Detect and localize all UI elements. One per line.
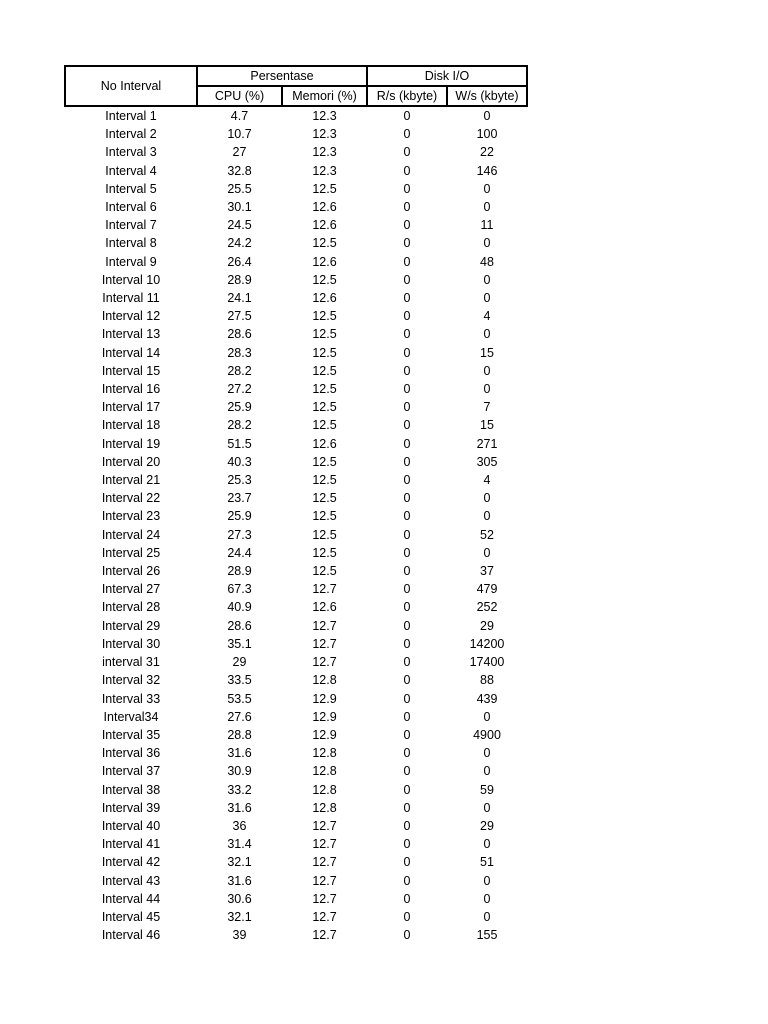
table-row — [65, 726, 527, 744]
interval-cell: Interval 32 — [101, 673, 161, 688]
write-cell: 15 — [480, 418, 494, 433]
write-cell: 0 — [483, 200, 491, 215]
write-cell: 15 — [480, 345, 494, 360]
write-cell: 479 — [476, 582, 498, 597]
cpu-cell: 28.9 — [227, 564, 252, 579]
write-cell: 4 — [483, 309, 491, 324]
interval-cell: Interval 25 — [101, 545, 161, 560]
table-row — [65, 617, 527, 635]
interval-cell: Interval 42 — [101, 855, 161, 870]
cpu-cell: 27.6 — [227, 709, 252, 724]
interval-cell: Interval 38 — [101, 782, 161, 797]
read-cell: 0 — [403, 109, 411, 123]
read-cell: 0 — [403, 782, 411, 797]
interval-cell: Interval 28 — [101, 600, 161, 615]
read-cell: 0 — [403, 181, 411, 196]
interval-cell: Interval 1 — [105, 109, 157, 123]
table-row — [65, 489, 527, 507]
cpu-cell: 40.3 — [227, 454, 252, 469]
read-cell: 0 — [403, 618, 411, 633]
memori-cell: 12.5 — [312, 491, 337, 506]
read-cell: 0 — [403, 127, 411, 142]
write-cell: 4 — [483, 473, 491, 488]
memori-cell: 12.8 — [312, 764, 337, 779]
cpu-cell: 25.9 — [227, 400, 252, 415]
read-cell: 0 — [403, 236, 411, 251]
table-row — [65, 162, 527, 180]
memori-cell: 12.7 — [312, 855, 337, 870]
table-row — [65, 817, 527, 835]
interval-cell: Interval 6 — [105, 200, 157, 215]
read-cell: 0 — [403, 673, 411, 688]
read-cell: 0 — [403, 691, 411, 706]
memori-cell: 12.8 — [312, 800, 337, 815]
read-cell: 0 — [403, 272, 411, 287]
write-cell: 59 — [480, 782, 494, 797]
read-cell: 0 — [403, 382, 411, 397]
table-row — [65, 380, 527, 398]
memori-cell: 12.5 — [312, 272, 337, 287]
write-cell: 0 — [483, 291, 491, 306]
write-cell: 271 — [476, 436, 498, 451]
read-cell: 0 — [403, 655, 411, 670]
memori-cell: 12.7 — [312, 618, 337, 633]
table-row — [65, 271, 527, 289]
header-disk-io: Disk I/O — [367, 66, 527, 86]
interval-cell: Interval 45 — [101, 909, 161, 924]
header-write: W/s (kbyte) — [447, 86, 527, 106]
write-cell: 14200 — [469, 636, 505, 651]
write-cell: 0 — [483, 382, 491, 397]
header-cpu: CPU (%) — [197, 86, 282, 106]
memori-cell: 12.6 — [312, 291, 337, 306]
table-row — [65, 690, 527, 708]
read-cell: 0 — [403, 727, 411, 742]
table-row — [65, 435, 527, 453]
read-cell: 0 — [403, 327, 411, 342]
table-row — [65, 125, 527, 143]
interval-cell: Interval 19 — [101, 436, 161, 451]
write-cell: 0 — [483, 709, 491, 724]
table-row — [65, 835, 527, 853]
interval-cell: Interval 21 — [101, 473, 161, 488]
memori-cell: 12.5 — [312, 363, 337, 378]
read-cell: 0 — [403, 909, 411, 924]
interval-cell: Interval 10 — [101, 272, 161, 287]
interval-cell: Interval 11 — [102, 291, 160, 306]
table-row — [65, 598, 527, 616]
table-row — [65, 708, 527, 726]
cpu-cell: 24.5 — [227, 218, 252, 233]
memori-cell: 12.8 — [312, 746, 337, 761]
read-cell: 0 — [403, 800, 411, 815]
table-row — [65, 744, 527, 762]
interval-cell: Interval 14 — [101, 345, 161, 360]
cpu-cell: 30.9 — [227, 764, 252, 779]
interval-cell: Interval 23 — [101, 509, 161, 524]
interval-cell: Interval 44 — [101, 891, 161, 906]
read-cell: 0 — [403, 454, 411, 469]
header-memori: Memori (%) — [282, 86, 367, 106]
read-cell: 0 — [403, 163, 411, 178]
interval-cell: Interval34 — [103, 709, 159, 724]
table-row — [65, 398, 527, 416]
interval-cell: Interval 29 — [101, 618, 161, 633]
table-row — [65, 180, 527, 198]
read-cell: 0 — [403, 928, 411, 943]
memori-cell: 12.5 — [312, 181, 337, 196]
memori-cell: 12.7 — [312, 837, 337, 852]
memori-cell: 12.7 — [312, 818, 337, 833]
write-cell: 7 — [483, 400, 491, 415]
read-cell: 0 — [403, 600, 411, 615]
table-header — [65, 66, 527, 106]
write-cell: 22 — [480, 145, 494, 160]
cpu-cell: 31.6 — [227, 746, 252, 761]
write-cell: 0 — [483, 891, 491, 906]
interval-cell: Interval 4 — [105, 163, 157, 178]
cpu-cell: 28.9 — [227, 272, 252, 287]
cpu-cell: 30.1 — [227, 200, 252, 215]
table-row — [65, 544, 527, 562]
cpu-cell: 23.7 — [227, 491, 252, 506]
read-cell: 0 — [403, 473, 411, 488]
cpu-cell: 28.6 — [227, 327, 252, 342]
write-cell: 0 — [483, 746, 491, 761]
interval-cell: Interval 27 — [101, 582, 161, 597]
write-cell: 29 — [480, 618, 494, 633]
memori-cell: 12.5 — [312, 236, 337, 251]
interval-cell: Interval 20 — [101, 454, 161, 469]
table-row — [65, 106, 527, 125]
memori-cell: 12.5 — [312, 382, 337, 397]
table-row — [65, 526, 527, 544]
memori-cell: 12.5 — [312, 473, 337, 488]
table-row — [65, 344, 527, 362]
cpu-cell: 31.6 — [227, 873, 252, 888]
write-cell: 88 — [480, 673, 494, 688]
cpu-cell: 33.5 — [227, 673, 252, 688]
read-cell: 0 — [403, 818, 411, 833]
table-row — [65, 580, 527, 598]
table-body — [65, 106, 527, 944]
write-cell: 52 — [480, 527, 494, 542]
interval-cell: Interval 7 — [105, 218, 157, 233]
read-cell: 0 — [403, 309, 411, 324]
table-row — [65, 853, 527, 871]
read-cell: 0 — [403, 564, 411, 579]
interval-cell: Interval 24 — [101, 527, 161, 542]
interval-cell: Interval 37 — [101, 764, 161, 779]
memori-cell: 12.5 — [312, 527, 337, 542]
table-row — [65, 653, 527, 671]
table-row — [65, 926, 527, 944]
interval-cell: Interval 2 — [105, 127, 157, 142]
cpu-cell: 32.1 — [227, 855, 252, 870]
table-row — [65, 671, 527, 689]
write-cell: 37 — [480, 564, 494, 579]
interval-cell: Interval 3 — [105, 145, 157, 160]
memori-cell: 12.3 — [312, 163, 337, 178]
write-cell: 0 — [483, 327, 491, 342]
memori-cell: 12.9 — [312, 691, 337, 706]
interval-cell: Interval 9 — [105, 254, 157, 269]
cpu-cell: 53.5 — [227, 691, 252, 706]
read-cell: 0 — [403, 636, 411, 651]
table-row — [65, 890, 527, 908]
memori-cell: 12.5 — [312, 545, 337, 560]
interval-cell: Interval 5 — [105, 181, 157, 196]
interval-cell: Interval 43 — [101, 873, 161, 888]
memori-cell: 12.9 — [312, 727, 337, 742]
table-row — [65, 216, 527, 234]
memori-cell: 12.6 — [312, 200, 337, 215]
table-row — [65, 307, 527, 325]
write-cell: 0 — [483, 509, 491, 524]
cpu-cell: 4.7 — [230, 109, 249, 123]
table-row — [65, 325, 527, 343]
memori-cell: 12.5 — [312, 454, 337, 469]
cpu-cell: 25.9 — [227, 509, 252, 524]
table-row — [65, 416, 527, 434]
write-cell: 11 — [480, 218, 494, 233]
cpu-cell: 35.1 — [227, 636, 252, 651]
write-cell: 0 — [483, 272, 491, 287]
cpu-cell: 24.2 — [227, 236, 252, 251]
read-cell: 0 — [403, 509, 411, 524]
cpu-cell: 24.1 — [227, 291, 252, 306]
interval-cell: Interval 35 — [101, 727, 161, 742]
write-cell: 305 — [476, 454, 498, 469]
cpu-cell: 32.8 — [227, 163, 252, 178]
table-row — [65, 781, 527, 799]
cpu-cell: 28.3 — [227, 345, 252, 360]
interval-cell: Interval 8 — [105, 236, 157, 251]
memori-cell: 12.5 — [312, 564, 337, 579]
memori-cell: 12.3 — [312, 109, 337, 123]
table-row — [65, 198, 527, 216]
table-row — [65, 234, 527, 252]
read-cell: 0 — [403, 837, 411, 852]
table-row — [65, 872, 527, 890]
cpu-cell: 26.4 — [227, 254, 252, 269]
memori-cell: 12.9 — [312, 709, 337, 724]
header-persentase: Persentase — [197, 66, 367, 86]
table-row — [65, 453, 527, 471]
cpu-cell: 33.2 — [227, 782, 252, 797]
cpu-cell: 28.2 — [227, 363, 252, 378]
memori-cell: 12.5 — [312, 309, 337, 324]
interval-cell: Interval 30 — [101, 636, 161, 651]
table-row — [65, 908, 527, 926]
interval-cell: Interval 41 — [101, 837, 161, 852]
write-cell: 51 — [480, 855, 494, 870]
interval-cell: Interval 40 — [101, 818, 161, 833]
read-cell: 0 — [403, 891, 411, 906]
table-row — [65, 143, 527, 161]
write-cell: 155 — [476, 928, 498, 943]
cpu-cell: 51.5 — [227, 436, 252, 451]
table-row — [65, 635, 527, 653]
cpu-cell: 27.3 — [227, 527, 252, 542]
memori-cell: 12.7 — [312, 636, 337, 651]
memori-cell: 12.5 — [312, 509, 337, 524]
read-cell: 0 — [403, 400, 411, 415]
cpu-cell: 36 — [232, 818, 247, 833]
cpu-cell: 29 — [232, 655, 247, 670]
cpu-cell: 30.6 — [227, 891, 252, 906]
memori-cell: 12.5 — [312, 327, 337, 342]
memori-cell: 12.7 — [312, 655, 337, 670]
read-cell: 0 — [403, 764, 411, 779]
write-cell: 0 — [483, 236, 491, 251]
read-cell: 0 — [403, 855, 411, 870]
interval-cell: Interval 18 — [101, 418, 161, 433]
read-cell: 0 — [403, 218, 411, 233]
interval-cell: Interval 36 — [101, 746, 161, 761]
interval-cell: Interval 12 — [101, 309, 161, 324]
cpu-cell: 25.3 — [227, 473, 252, 488]
read-cell: 0 — [403, 709, 411, 724]
table-row — [65, 562, 527, 580]
cpu-cell: 28.8 — [227, 727, 252, 742]
cpu-cell: 31.6 — [227, 800, 252, 815]
read-cell: 0 — [403, 418, 411, 433]
memori-cell: 12.3 — [312, 145, 337, 160]
interval-cell: Interval 15 — [101, 363, 161, 378]
cpu-cell: 40.9 — [227, 600, 252, 615]
interval-cell: Interval 13 — [101, 327, 161, 342]
memori-cell: 12.7 — [312, 891, 337, 906]
write-cell: 17400 — [469, 655, 505, 670]
memori-cell: 12.8 — [312, 782, 337, 797]
header-row-top — [65, 66, 527, 86]
write-cell: 4900 — [473, 727, 501, 742]
read-cell: 0 — [403, 545, 411, 560]
table-row — [65, 507, 527, 525]
memori-cell: 12.7 — [312, 873, 337, 888]
write-cell: 0 — [483, 800, 491, 815]
read-cell: 0 — [403, 491, 411, 506]
table-row — [65, 471, 527, 489]
table-row — [65, 362, 527, 380]
cpu-cell: 27 — [232, 145, 247, 160]
table-row — [65, 762, 527, 780]
cpu-cell: 31.4 — [227, 837, 252, 852]
memori-cell: 12.8 — [312, 673, 337, 688]
memori-cell: 12.3 — [312, 127, 337, 142]
write-cell: 0 — [483, 109, 491, 123]
write-cell: 0 — [483, 181, 491, 196]
write-cell: 252 — [476, 600, 498, 615]
table-row — [65, 253, 527, 271]
write-cell: 0 — [483, 363, 491, 378]
read-cell: 0 — [403, 582, 411, 597]
read-cell: 0 — [403, 363, 411, 378]
write-cell: 0 — [483, 837, 491, 852]
cpu-cell: 10.7 — [227, 127, 252, 142]
write-cell: 0 — [483, 873, 491, 888]
cpu-cell: 32.1 — [227, 909, 252, 924]
write-cell: 48 — [480, 254, 494, 269]
table-row — [65, 289, 527, 307]
header-read: R/s (kbyte) — [367, 86, 447, 106]
read-cell: 0 — [403, 436, 411, 451]
read-cell: 0 — [403, 345, 411, 360]
cpu-cell: 24.4 — [227, 545, 252, 560]
write-cell: 0 — [483, 491, 491, 506]
interval-cell: Interval 46 — [101, 928, 161, 943]
interval-cell: Interval 17 — [101, 400, 161, 415]
write-cell: 29 — [480, 818, 494, 833]
header-no-interval: No Interval — [65, 66, 197, 106]
cpu-cell: 67.3 — [227, 582, 252, 597]
interval-cell: Interval 22 — [101, 491, 161, 506]
interval-cell: Interval 16 — [101, 382, 161, 397]
memori-cell: 12.5 — [312, 345, 337, 360]
cpu-cell: 39 — [232, 928, 247, 943]
interval-cell: Interval 33 — [101, 691, 161, 706]
read-cell: 0 — [403, 145, 411, 160]
memori-cell: 12.5 — [312, 418, 337, 433]
write-cell: 0 — [483, 909, 491, 924]
memori-cell: 12.6 — [312, 254, 337, 269]
write-cell: 0 — [483, 764, 491, 779]
read-cell: 0 — [403, 254, 411, 269]
memori-cell: 12.5 — [312, 400, 337, 415]
cpu-cell: 28.2 — [227, 418, 252, 433]
cpu-cell: 28.6 — [227, 618, 252, 633]
read-cell: 0 — [403, 291, 411, 306]
read-cell: 0 — [403, 873, 411, 888]
cpu-cell: 27.2 — [227, 382, 252, 397]
write-cell: 100 — [476, 127, 498, 142]
data-table — [64, 65, 528, 944]
read-cell: 0 — [403, 200, 411, 215]
memori-cell: 12.6 — [312, 600, 337, 615]
write-cell: 0 — [483, 545, 491, 560]
read-cell: 0 — [403, 527, 411, 542]
cpu-cell: 27.5 — [227, 309, 252, 324]
memori-cell: 12.6 — [312, 436, 337, 451]
read-cell: 0 — [403, 746, 411, 761]
memori-cell: 12.6 — [312, 218, 337, 233]
interval-cell: Interval 39 — [101, 800, 161, 815]
interval-cell: Interval 26 — [101, 564, 161, 579]
write-cell: 439 — [476, 691, 498, 706]
cpu-cell: 25.5 — [227, 181, 252, 196]
memori-cell: 12.7 — [312, 909, 337, 924]
memori-cell: 12.7 — [312, 582, 337, 597]
interval-cell: interval 31 — [102, 655, 160, 670]
write-cell: 146 — [476, 163, 498, 178]
table-row — [65, 799, 527, 817]
memori-cell: 12.7 — [312, 928, 337, 943]
